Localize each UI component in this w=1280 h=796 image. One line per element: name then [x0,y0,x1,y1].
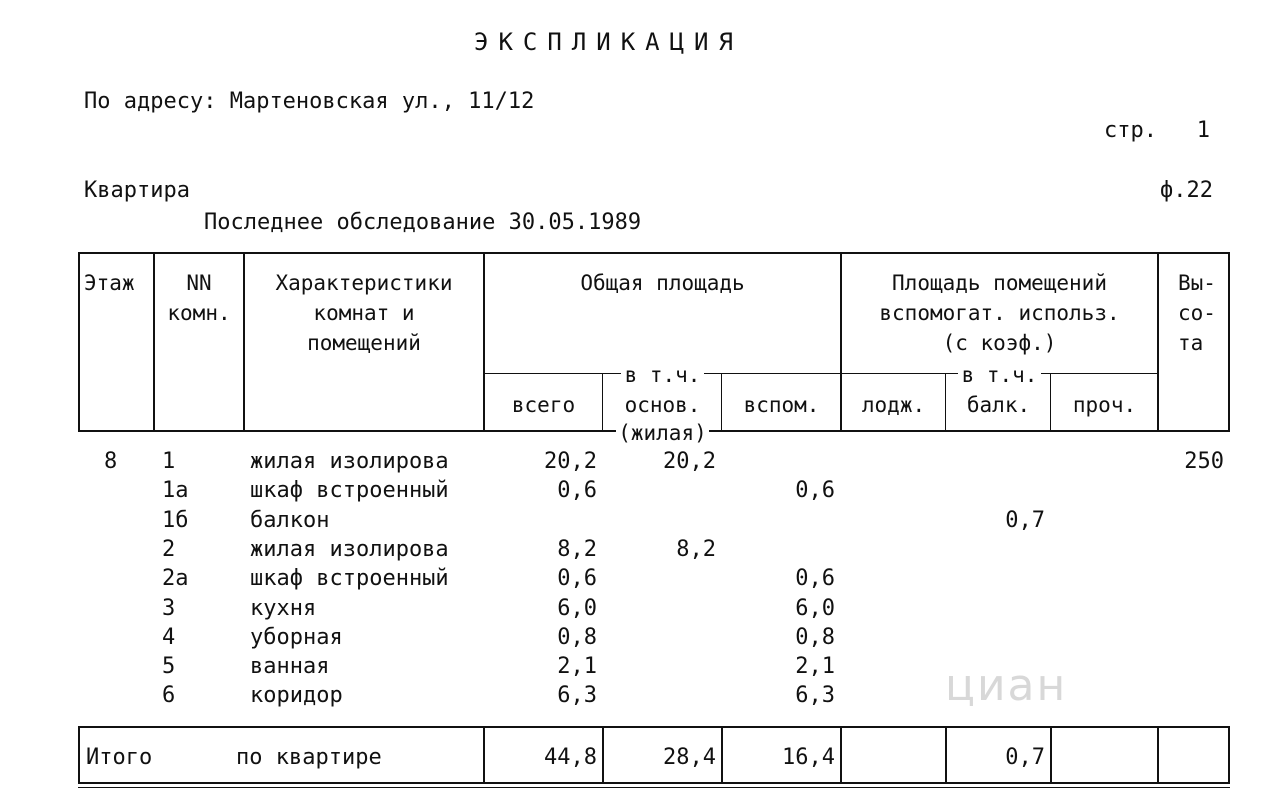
totals-sublabel: по квартире [236,745,382,770]
cell-total: 8,2 [557,536,597,562]
col-floor-header: Этаж [84,271,135,295]
col-total-header: всего [511,393,576,417]
col-main-header: основ. [624,393,701,417]
aux-area-line3: (с коэф.) [942,331,1057,355]
col-living-label [604,418,721,448]
cell-aux: 2,1 [795,654,835,680]
survey-line [204,212,641,234]
cell-desc: уборная [250,624,343,650]
col-incl-label [485,360,840,390]
aux-area-line1: Площадь помещений [892,271,1107,295]
cell-total: 6,0 [557,595,597,621]
cell-room: 3 [162,595,176,621]
aux-area-line2: вспомогат. использ. [879,301,1120,325]
col-desc-line2: комнат и [313,301,415,325]
cell-main: 20,2 [663,449,716,474]
cell-aux: 0,8 [795,624,835,650]
cell-room: 1б [162,507,189,533]
cell-desc: балкон [250,507,330,533]
cell-desc: шкаф встроенный [250,566,449,592]
cell-total: 6,3 [557,683,597,709]
col-rooms-header [155,268,243,328]
cell-desc: жилая изолирова [250,449,449,474]
col-aux-area-header [842,268,1157,358]
cell-total: 0,8 [557,624,597,650]
totals-main: 28,4 [663,745,716,770]
document-title: ЭКСПЛИКАЦИЯ [474,28,743,56]
cell-aux: 0,6 [795,566,835,592]
height-line2: со- [1178,301,1216,325]
cell-room: 1а [162,478,189,504]
cell-desc: жилая изолирова [250,536,449,562]
col-other-header: проч. [1072,393,1137,417]
survey-label: Последнее обследование [204,210,496,235]
page-number: 1 [1196,118,1210,143]
col-balcony-header: балк. [966,393,1031,417]
cell-desc: ванная [250,654,330,680]
address-value: Мартеновская ул., 11/12 [229,89,535,114]
cell-balcony: 0,7 [1005,507,1045,533]
form-number: ф.22 [1160,178,1213,203]
cell-total: 0,6 [557,566,597,592]
floor-value: 8 [104,449,118,474]
height-value: 250 [1184,449,1224,474]
cell-desc: кухня [250,595,317,621]
col-height-header [1178,268,1216,358]
totals-balcony: 0,7 [1005,745,1045,770]
cell-room: 6 [162,683,176,709]
cell-main: 8,2 [676,536,716,562]
address-label: По адресу: [84,89,217,114]
cell-room: 1 [162,449,176,474]
height-line1: Вы- [1178,271,1216,295]
cell-room: 5 [162,654,176,680]
col-desc-header [245,268,483,358]
incl2-text: в т.ч. [958,363,1042,387]
address-line [84,91,534,113]
col-desc-line1: Характеристики [275,271,453,295]
totals-total: 44,8 [544,745,597,770]
col-rooms-line2: комн. [167,301,231,325]
totals-aux: 16,4 [782,745,835,770]
cell-total: 0,6 [557,478,597,504]
col-aux-header: вспом. [743,393,820,417]
col-desc-line3: помещений [307,331,421,355]
cell-room: 2а [162,566,189,592]
col-rooms-line1: NN [186,271,212,295]
object-type: Квартира [84,178,190,203]
watermark-logo: циан [945,660,1068,711]
survey-date: 30.05.1989 [508,210,642,235]
cell-desc: шкаф встроенный [250,478,449,504]
col-loggia-header: лодж. [861,393,926,417]
incl-text: в т.ч. [621,363,705,387]
cell-room: 4 [162,624,176,650]
cell-room: 2 [162,536,176,562]
height-line3: та [1178,331,1204,355]
cell-aux: 0,6 [795,478,835,504]
page-label: стр. [1104,118,1157,143]
cell-aux: 6,3 [795,683,835,709]
living-text: (жилая) [618,421,707,445]
cell-total: 20,2 [544,449,597,474]
cell-aux: 6,0 [795,595,835,621]
cell-total: 2,1 [557,654,597,680]
col-total-area-header: Общая площадь [580,271,745,295]
cell-desc: коридор [250,683,343,709]
col-incl2-label [842,360,1157,390]
totals-label: Итого [86,745,153,770]
page-indicator [1104,120,1210,142]
